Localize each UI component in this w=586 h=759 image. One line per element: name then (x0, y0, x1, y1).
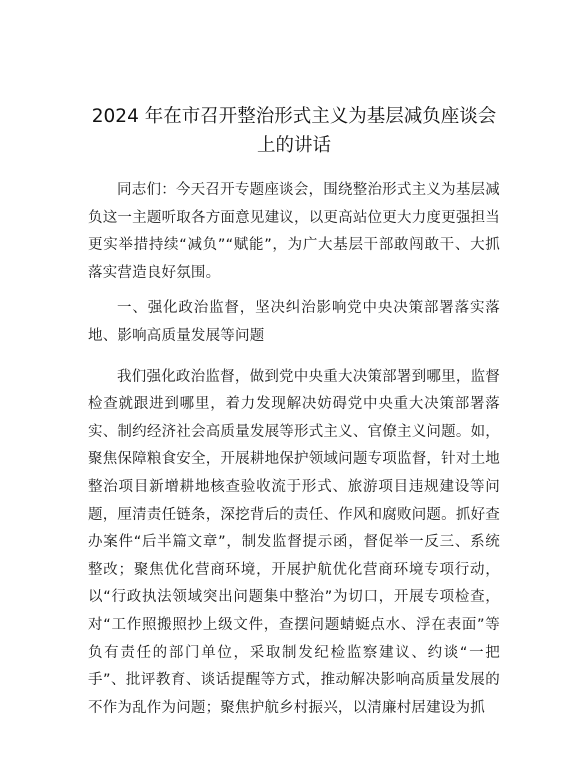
paragraph-greeting: 同志们：今天召开专题座谈会，围绕整治形式主义为基层减负这一主题听取各方面意见建议，以更高站位更大力度更强担当更实举措持续“减负”“赋能”，为广大基层干部敢闯敢干、大抓落实营造良好氛围。 (88, 182, 500, 281)
section-heading: 一、强化政治监督，坚决纠治影响党中央决策部署落实落地、影响高质量发展等问题 (88, 300, 500, 344)
paragraph-body: 我们强化政治监督，做到党中央重大决策部署到哪里，监督检查就跟进到哪里，着力发现解决妨碍党中央重大决策部署落实、制约经济社会高质量发展等形式主义、官僚主义问题。如，聚焦保障粮食安全，开展耕地保护领域问题专项监督，针对土地整治项目新增耕地核查验收流于形式、旅游项目违规建设等问题，厘清责任链条，深挖背后的责任、作风和腐败问题。抓好查办案件“后半篇文章”，制发监督提示函，督促举一反三、系统整改；聚焦优化营商环境，开展护航优化营商环境专项行动，以“行政执法领域突出问题集中整治”为切口，开展专项检查，对“工作照搬照抄上级文件，查摆问题蜻蜓点水、浮在表面”等负有责任的部门单位，采取制发纪检监察建议、约谈“一把手”、批评教育、谈话提醒等方式，推动解决影响高质量发展的不作为乱作为问题；聚焦护航乡村振兴，以清廉村居建设为抓 (88, 368, 500, 716)
document-title: 2024 年在市召开整治形式主义为基层减负座谈会上的讲话 (91, 106, 497, 156)
